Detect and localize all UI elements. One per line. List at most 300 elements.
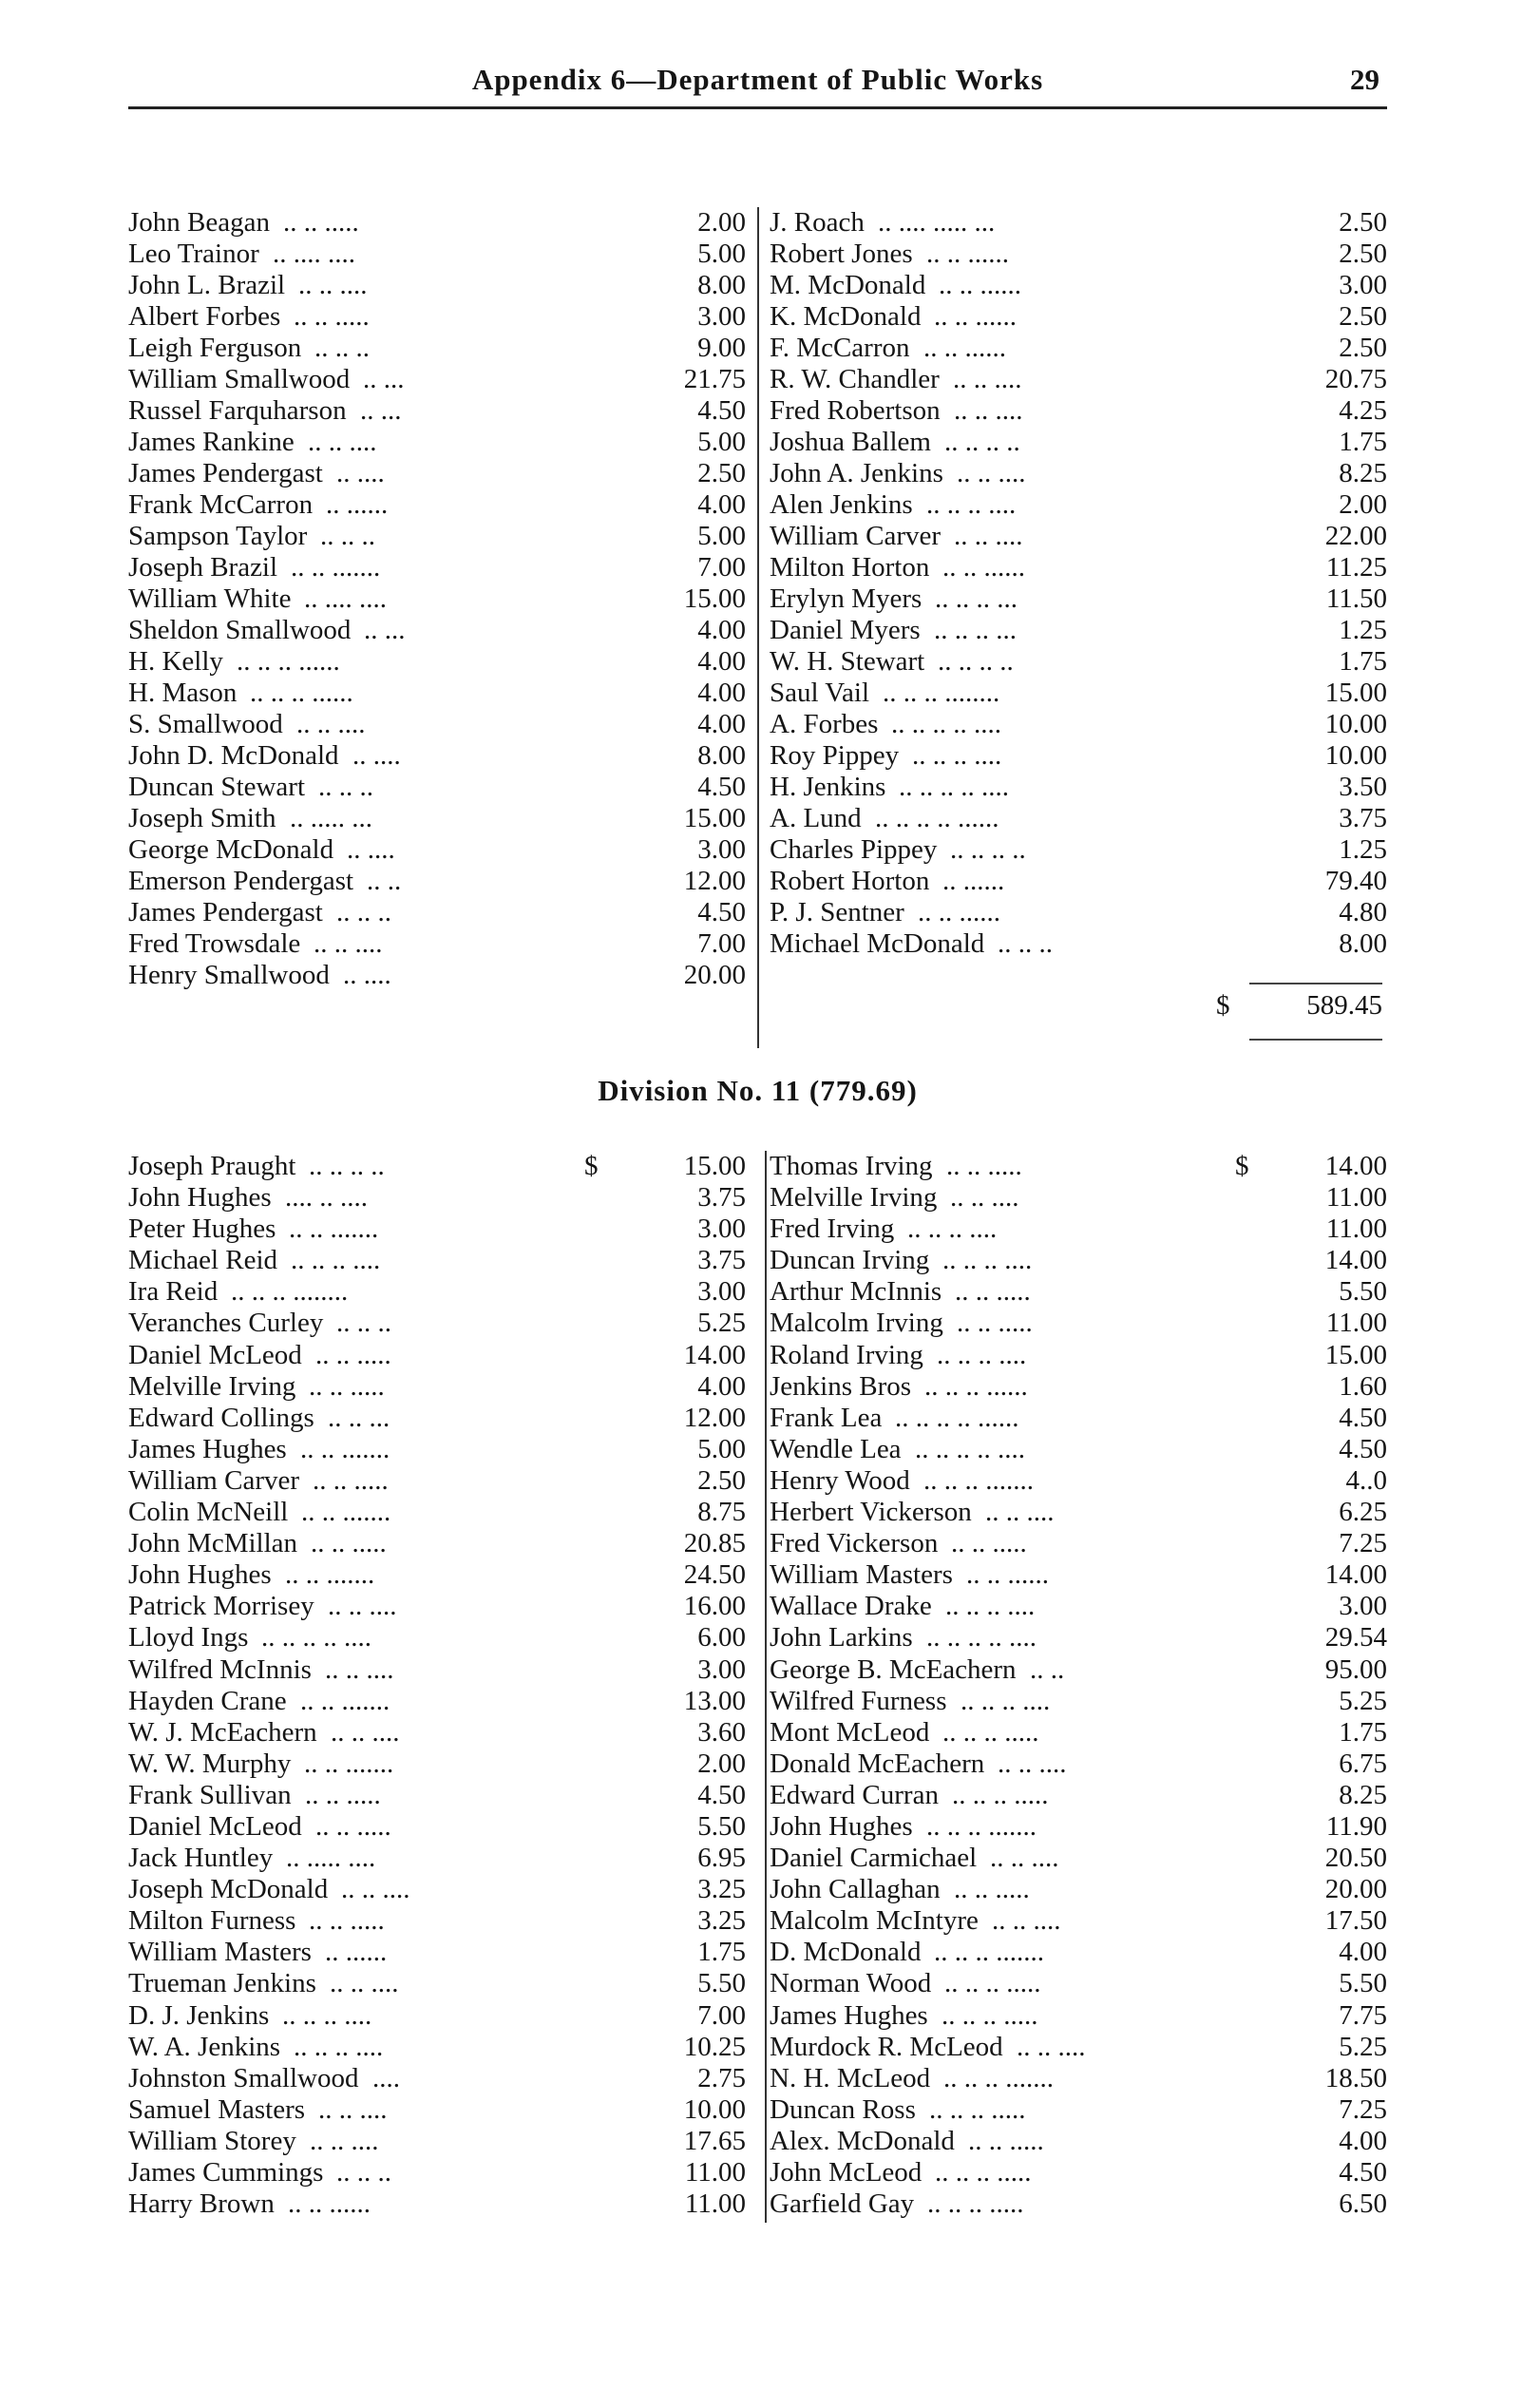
entry-amount: 3.00 — [697, 1276, 746, 1308]
entry-amount: 79.40 — [1324, 866, 1387, 896]
entry-name: W. W. Murphy — [128, 1748, 292, 1779]
entry-leader-dots: .. .. ....... — [300, 1685, 390, 1716]
page-title: Appendix 6—Department of Public Works — [471, 63, 1044, 96]
entry-amount: 2.00 — [697, 1748, 746, 1779]
entry-amount: 21.75 — [683, 364, 746, 394]
entry-leader-dots: .. .... .... — [304, 583, 387, 614]
entry-name: A. Lund — [770, 803, 862, 833]
entry-name: Wendle Lea — [770, 1433, 902, 1464]
entry-leader-dots: .. .. ...... — [918, 897, 1000, 927]
entry-amount: 9.00 — [697, 333, 746, 363]
list-item — [770, 2188, 1387, 2220]
list-item — [770, 270, 1387, 301]
list-item — [128, 1749, 746, 1780]
entry-name: Daniel McLeod — [128, 1339, 302, 1370]
entry-leader-dots: .. .. .. .. ...... — [895, 1402, 1019, 1433]
total-amount: 589.45 — [1306, 990, 1382, 1021]
entry-amount: 5.00 — [697, 1433, 746, 1464]
entry-name: William Storey — [128, 2125, 296, 2156]
entry-leader-dots: .. .. .... — [985, 1497, 1055, 1528]
list-item — [128, 772, 746, 803]
entry-leader-dots: .. .. .. — [320, 521, 375, 551]
entry-leader-dots: .. .. .. .. .... — [261, 1622, 371, 1653]
entry-amount: 12.00 — [683, 866, 746, 896]
entry-name: William Carver — [770, 521, 942, 551]
list-item — [128, 207, 746, 239]
entry-leader-dots: .. .. ..... — [283, 207, 359, 238]
entry-amount: 15.00 — [1324, 678, 1387, 708]
list-item — [128, 678, 746, 709]
list-item — [770, 2063, 1387, 2094]
list-item — [128, 928, 746, 960]
entry-leader-dots: .. .. .... — [1017, 2031, 1086, 2062]
entry-leader-dots: .. .. .. ... — [935, 583, 1018, 614]
entry-name: Frank Sullivan — [128, 1779, 292, 1810]
list-item — [128, 270, 746, 301]
entry-amount: 2.50 — [697, 458, 746, 488]
entry-leader-dots: .. .. .. .. .... — [891, 709, 1001, 739]
entry-name: D. J. Jenkins — [128, 1999, 270, 2031]
entry-leader-dots: .. ...... — [326, 489, 389, 520]
entry-name: Emerson Pendergast — [128, 866, 354, 896]
entry-amount: 22.00 — [1324, 521, 1387, 551]
entry-amount: 7.00 — [697, 552, 746, 583]
list-item — [770, 2032, 1387, 2063]
entry-amount: 2.50 — [1339, 207, 1387, 238]
entry-amount: 15.00 — [683, 803, 746, 833]
entry-amount: 3.25 — [697, 1874, 746, 1905]
entry-leader-dots: .. .. .. ..... — [944, 1968, 1041, 1999]
entry-name: Sheldon Smallwood — [128, 615, 352, 645]
entry-name: H. Kelly — [128, 646, 223, 677]
entry-leader-dots: .. .. .. ....... — [923, 1464, 1034, 1496]
entry-leader-dots: .. .. ..... — [968, 2125, 1044, 2156]
entry-amount: 8.00 — [1339, 928, 1387, 959]
entry-leader-dots: .. .. .. ........ — [883, 678, 1000, 708]
entry-name: Wilfred Furness — [770, 1685, 947, 1716]
entry-amount: 2.75 — [697, 2062, 746, 2093]
entry-name: Samuel Masters — [128, 2093, 306, 2125]
list-item — [128, 2126, 746, 2157]
entry-leader-dots: .. .. .... — [325, 1653, 394, 1685]
entry-name: Ira Reid — [128, 1276, 219, 1308]
entry-name: William Masters — [770, 1559, 953, 1591]
entry-leader-dots: .. .. .. ...... — [250, 678, 353, 708]
list-item — [128, 1559, 746, 1591]
list-item — [770, 239, 1387, 270]
entry-amount: 14.00 — [1324, 1151, 1387, 1181]
entry-name: Donald McEachern — [770, 1748, 985, 1779]
entry-name: D. McDonald — [770, 1937, 922, 1968]
entry-leader-dots: .. ...... — [325, 1937, 388, 1968]
entry-name: Patrick Morrisey — [128, 1591, 314, 1622]
entry-leader-dots: .. .. ..... — [955, 1276, 1031, 1308]
entry-leader-dots: .. .. .. ...... — [237, 646, 340, 677]
list-item — [770, 427, 1387, 458]
list-item — [770, 1811, 1387, 1843]
entry-leader-dots: .. .. ..... — [954, 1874, 1030, 1905]
list-item — [128, 1811, 746, 1843]
list-item — [770, 740, 1387, 772]
entry-name: James Pendergast — [128, 897, 323, 927]
list-item — [770, 772, 1387, 803]
list-item — [770, 1717, 1387, 1749]
entry-name: Daniel Myers — [770, 615, 921, 645]
entry-leader-dots: .. .. .... — [341, 1874, 410, 1905]
entry-amount: 15.00 — [1324, 1339, 1387, 1370]
entry-leader-dots: .. .. .. .... — [294, 2031, 384, 2062]
entry-name: Frank Lea — [770, 1402, 883, 1433]
entry-name: John D. McDonald — [128, 740, 339, 771]
entry-leader-dots: .... .. .... — [285, 1182, 368, 1214]
list-item — [128, 2063, 746, 2094]
entry-leader-dots: .. .. .. ...... — [924, 1370, 1028, 1402]
entry-leader-dots: .. .. .. ..... — [929, 2093, 1026, 2125]
entry-amount: 1.75 — [1339, 427, 1387, 457]
list-item — [128, 1874, 746, 1905]
list-item — [770, 1497, 1387, 1528]
list-item — [770, 1528, 1387, 1559]
entry-name: Malcolm Irving — [770, 1308, 943, 1339]
entry-name: James Pendergast — [128, 458, 323, 488]
entry-dollar-sign: $ — [1235, 1151, 1249, 1181]
entry-leader-dots: .. .. .. .. .... — [899, 772, 1009, 802]
entry-leader-dots: .. .. .. .... — [961, 1685, 1051, 1716]
entry-amount: 14.00 — [683, 1339, 746, 1370]
entry-leader-dots: .. .. .. — [336, 897, 391, 927]
list-item — [128, 1465, 746, 1497]
entry-name: W. H. Stewart — [770, 646, 925, 677]
entry-amount: 4.00 — [697, 489, 746, 520]
list-item — [128, 2000, 746, 2032]
entry-leader-dots: .. .. ....... — [291, 552, 381, 583]
entry-name: Duncan Ross — [770, 2093, 916, 2125]
entry-name: Henry Smallwood — [128, 960, 330, 990]
entry-amount: 11.50 — [1325, 583, 1387, 614]
entry-leader-dots: .. .. .... — [998, 1748, 1067, 1779]
entry-name: Murdock R. McLeod — [770, 2031, 1003, 2062]
list-item — [770, 709, 1387, 740]
entry-name: Milton Horton — [770, 552, 930, 583]
entry-name: Edward Collings — [128, 1402, 314, 1433]
entry-name: Fred Trowsdale — [128, 928, 301, 959]
list-item — [128, 2188, 746, 2220]
division-10-right-column — [770, 207, 1387, 960]
list-item — [128, 2157, 746, 2188]
entry-amount: 4.00 — [697, 678, 746, 708]
entry-name: William White — [128, 583, 292, 614]
entry-name: John L. Brazil — [128, 270, 286, 300]
list-item — [770, 646, 1387, 678]
list-item — [128, 1654, 746, 1686]
entry-amount: 3.00 — [1339, 1591, 1387, 1622]
division-11-block — [128, 1151, 1387, 2225]
entry-name: Trueman Jenkins — [128, 1968, 316, 1999]
entry-name: A. Forbes — [770, 709, 879, 739]
entry-amount: 5.00 — [697, 427, 746, 457]
entry-amount: 4..0 — [1345, 1464, 1387, 1496]
list-item — [770, 678, 1387, 709]
entry-amount: 3.00 — [697, 1214, 746, 1245]
entry-leader-dots: .. .. .. .... — [291, 1245, 381, 1276]
entry-name: Duncan Irving — [770, 1245, 930, 1276]
list-item — [128, 1686, 746, 1717]
entry-name: Melville Irving — [128, 1370, 296, 1402]
entry-amount: 17.65 — [683, 2125, 746, 2156]
entry-leader-dots: .. .. ...... — [942, 552, 1025, 583]
entry-name: Peter Hughes — [128, 1214, 276, 1245]
entry-name: S. Smallwood — [128, 709, 283, 739]
entry-amount: 1.75 — [1339, 1716, 1387, 1748]
entry-amount: 4.00 — [697, 1370, 746, 1402]
entry-leader-dots: .. .. ..... — [957, 1308, 1033, 1339]
entry-amount: 18.50 — [1324, 2062, 1387, 2093]
entry-amount: 14.00 — [1324, 1559, 1387, 1591]
entry-name: Leigh Ferguson — [128, 333, 302, 363]
list-item — [128, 2032, 746, 2063]
entry-leader-dots: .. .... .... — [273, 239, 355, 269]
list-item — [770, 458, 1387, 489]
entry-leader-dots: .. .. ..... — [309, 1370, 385, 1402]
entry-amount: 3.60 — [697, 1716, 746, 1748]
division-11-title: Division No. 11 (779.69) — [598, 1074, 918, 1107]
list-item — [770, 928, 1387, 960]
entry-name: Garfield Gay — [770, 2188, 915, 2220]
entry-name: John Beagan — [128, 207, 270, 238]
list-item — [770, 395, 1387, 427]
entry-leader-dots: .. .. ...... — [966, 1559, 1049, 1591]
entry-amount: 3.00 — [1339, 270, 1387, 300]
list-item — [770, 1308, 1387, 1339]
entry-name: Arthur McInnis — [770, 1276, 942, 1308]
entry-amount: 2.00 — [1339, 489, 1387, 520]
entry-name: Lloyd Ings — [128, 1622, 249, 1653]
entry-name: Jenkins Bros — [770, 1370, 912, 1402]
entry-amount: 8.00 — [697, 270, 746, 300]
entry-name: N. H. McLeod — [770, 2062, 931, 2093]
entry-name: Fred Irving — [770, 1214, 895, 1245]
entry-leader-dots: .. .. .. .. .... — [915, 1433, 1025, 1464]
entry-amount: 20.00 — [683, 960, 746, 990]
list-item — [770, 2157, 1387, 2188]
list-item — [770, 2094, 1387, 2126]
entry-name: John A. Jenkins — [770, 458, 943, 488]
list-item — [128, 1780, 746, 1811]
entry-amount: 6.95 — [697, 1843, 746, 1874]
list-item — [128, 1905, 746, 1937]
entry-name: Harry Brown — [128, 2188, 275, 2220]
list-item — [128, 1245, 746, 1276]
entry-amount: 3.50 — [1339, 772, 1387, 802]
entry-amount: 11.00 — [1325, 1214, 1387, 1245]
entry-leader-dots: .. .. ...... — [288, 2188, 371, 2220]
entry-leader-dots: .. .. ....... — [304, 1748, 394, 1779]
entry-name: Alen Jenkins — [770, 489, 913, 520]
list-item — [128, 239, 746, 270]
entry-leader-dots: .. .. ..... — [305, 1779, 381, 1810]
entry-amount: 5.50 — [697, 1810, 746, 1842]
entry-amount: 1.75 — [697, 1937, 746, 1968]
entry-name: George McDonald — [128, 834, 334, 865]
entry-leader-dots: .. .. ..... — [309, 1905, 385, 1937]
entry-amount: 14.00 — [1324, 1245, 1387, 1276]
list-item — [128, 1308, 746, 1339]
list-item — [128, 740, 746, 772]
entry-name: Norman Wood — [770, 1968, 932, 1999]
entry-amount: 8.25 — [1339, 458, 1387, 488]
entry-amount: 13.00 — [683, 1685, 746, 1716]
list-item — [770, 2126, 1387, 2157]
entry-leader-dots: .... — [372, 2062, 400, 2093]
entry-leader-dots: .. .. ....... — [285, 1559, 375, 1591]
entry-name: Jack Huntley — [128, 1843, 274, 1874]
entry-name: Robert Horton — [770, 866, 930, 896]
entry-amount: 10.00 — [1324, 709, 1387, 739]
entry-name: John Hughes — [128, 1182, 272, 1214]
entry-leader-dots: .. .. ...... — [934, 301, 1017, 332]
list-item — [770, 1371, 1387, 1403]
entry-amount: 3.00 — [697, 1653, 746, 1685]
entry-amount: 20.75 — [1324, 364, 1387, 394]
entry-leader-dots: .. .. ...... — [939, 270, 1021, 300]
entry-name: J. Roach — [770, 207, 865, 238]
entry-leader-dots: .. .. .. — [318, 772, 373, 802]
division-11-left-column — [128, 1151, 746, 2220]
entry-amount: 4.50 — [697, 1779, 746, 1810]
entry-amount: 15.00 — [683, 583, 746, 614]
entry-name: Saul Vail — [770, 678, 869, 708]
entry-name: Milton Furness — [128, 1905, 296, 1937]
entry-leader-dots: .. .. .. — [336, 2157, 391, 2188]
list-item — [770, 1937, 1387, 1968]
entry-leader-dots: .. .. .... — [308, 427, 377, 457]
list-item — [770, 1843, 1387, 1874]
entry-leader-dots: .. .. .... — [990, 1843, 1059, 1874]
entry-leader-dots: .. .. .. .. — [950, 834, 1026, 865]
entry-leader-dots: .. .. — [367, 866, 402, 896]
entry-leader-dots: .. .. .. ....... — [926, 1810, 1037, 1842]
entry-amount: 10.00 — [683, 2093, 746, 2125]
entry-amount: 4.00 — [1339, 2125, 1387, 2156]
entry-amount: 3.00 — [697, 834, 746, 865]
entry-leader-dots: .. .... — [352, 740, 401, 771]
entry-amount: 5.50 — [1339, 1276, 1387, 1308]
entry-name: H. Mason — [128, 678, 238, 708]
entry-amount: 2.00 — [697, 207, 746, 238]
entry-amount: 17.50 — [1324, 1905, 1387, 1937]
list-item — [128, 834, 746, 866]
list-item — [770, 364, 1387, 395]
entry-name: Erylyn Myers — [770, 583, 923, 614]
entry-name: Daniel McLeod — [128, 1810, 302, 1842]
entry-amount: 4.80 — [1339, 897, 1387, 927]
entry-leader-dots: .. .. .. ..... — [952, 1779, 1049, 1810]
entry-amount: 5.50 — [1339, 1968, 1387, 1999]
entry-amount: 15.00 — [683, 1151, 746, 1181]
entry-leader-dots: .. .. ... — [328, 1402, 390, 1433]
entry-amount: 1.25 — [1339, 615, 1387, 645]
entry-name: Roy Pippey — [770, 740, 900, 771]
entry-leader-dots: .. .. .. — [998, 928, 1053, 959]
entry-amount: 8.25 — [1339, 1779, 1387, 1810]
entry-name: Sampson Taylor — [128, 521, 308, 551]
list-item — [128, 960, 746, 991]
list-item — [128, 1622, 746, 1653]
list-item — [128, 897, 746, 928]
entry-amount: 7.00 — [697, 1999, 746, 2031]
list-item — [128, 1937, 746, 1968]
list-item — [128, 2094, 746, 2126]
entry-leader-dots: .. .. .... — [954, 521, 1023, 551]
list-item — [128, 1182, 746, 1214]
entry-amount: 11.25 — [1325, 552, 1387, 583]
entry-amount: 11.00 — [1325, 1182, 1387, 1214]
entry-name: F. McCarron — [770, 333, 910, 363]
entry-leader-dots: .. ..... ... — [290, 803, 372, 833]
list-item — [128, 1371, 746, 1403]
entry-name: George B. McEachern — [770, 1653, 1017, 1685]
entry-name: H. Jenkins — [770, 772, 886, 802]
list-item — [770, 333, 1387, 364]
entry-leader-dots: .. .. .... — [296, 709, 366, 739]
total-dollar-sign: $ — [1216, 990, 1230, 1021]
entry-amount: 4.00 — [697, 709, 746, 739]
entry-name: Leo Trainor — [128, 239, 259, 269]
entry-leader-dots: .. ...... — [942, 866, 1005, 896]
division-10-left-column — [128, 207, 746, 991]
entry-leader-dots: .. .... ..... ... — [878, 207, 996, 238]
entry-amount: 4.50 — [1339, 1402, 1387, 1433]
entry-name: Daniel Carmichael — [770, 1843, 978, 1874]
entry-leader-dots: .. .. .... — [298, 270, 368, 300]
entry-amount: 20.50 — [1324, 1843, 1387, 1874]
entry-amount: 10.00 — [1324, 740, 1387, 771]
entry-name: Joseph McDonald — [128, 1874, 329, 1905]
list-item — [770, 1686, 1387, 1717]
entry-leader-dots: .. .. .. .... — [937, 1339, 1027, 1370]
entry-leader-dots: .. .. .. ....... — [934, 1937, 1044, 1968]
list-item — [128, 866, 746, 897]
list-item — [128, 489, 746, 521]
list-item — [770, 834, 1387, 866]
entry-leader-dots: .. .. .... — [953, 364, 1022, 394]
entry-name: Joshua Ballem — [770, 427, 931, 457]
entry-name: Edward Curran — [770, 1779, 939, 1810]
entry-name: Thomas Irving — [770, 1151, 933, 1181]
entry-leader-dots: .. .. .. .... — [945, 1591, 1036, 1622]
entry-name: Herbert Vickerson — [770, 1497, 972, 1528]
entry-name: Joseph Praught — [128, 1151, 296, 1181]
entry-amount: 4.50 — [1339, 1433, 1387, 1464]
list-item — [128, 333, 746, 364]
entry-name: Joseph Smith — [128, 803, 276, 833]
entry-name: James Rankine — [128, 427, 295, 457]
entry-amount: 7.75 — [1339, 1999, 1387, 2031]
entry-leader-dots: .. ... — [364, 615, 406, 645]
list-item — [770, 207, 1387, 239]
entry-amount: 1.75 — [1339, 646, 1387, 677]
entry-leader-dots: .. ..... .... — [286, 1843, 376, 1874]
entry-leader-dots: .. .. ....... — [301, 1497, 391, 1528]
list-item — [770, 803, 1387, 834]
entry-leader-dots: .. .... — [336, 458, 385, 488]
entry-leader-dots: .. .. .... — [310, 2125, 379, 2156]
entry-name: William Carver — [128, 1464, 300, 1496]
entry-name: Charles Pippey — [770, 834, 938, 865]
entry-leader-dots: .. .. .... — [957, 458, 1026, 488]
entry-amount: 3.75 — [697, 1245, 746, 1276]
entry-leader-dots: .. .. ..... — [315, 1810, 391, 1842]
